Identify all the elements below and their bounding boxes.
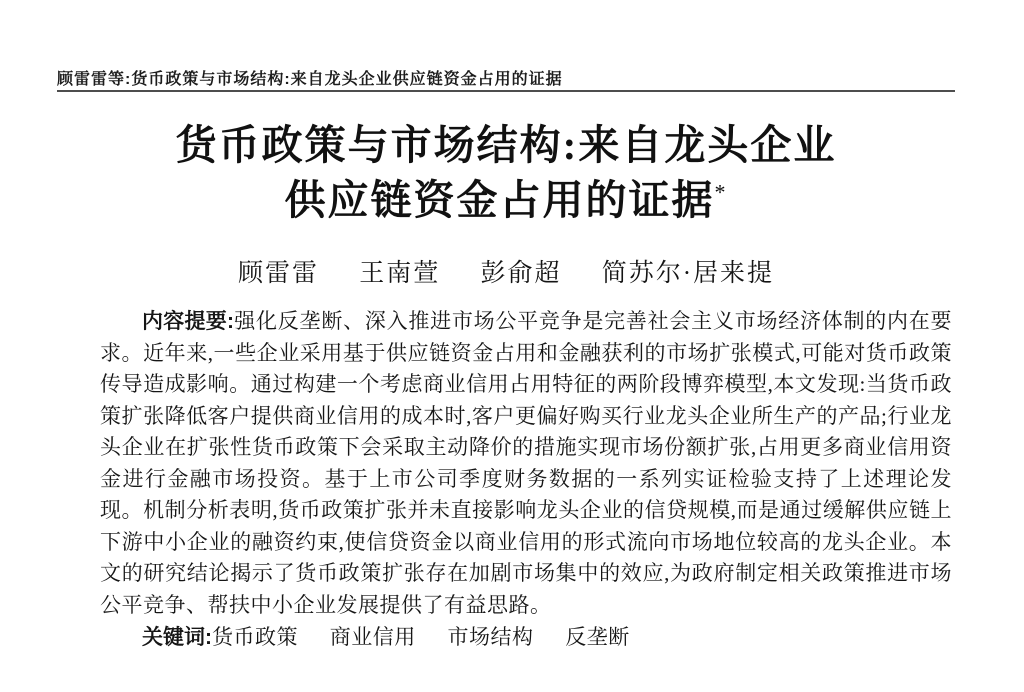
keyword-item: 市场结构: [447, 625, 534, 649]
title-line-2: 供应链资金占用的证据: [284, 177, 715, 223]
keyword-item: 反垄断: [565, 625, 630, 649]
title-footnote-marker: *: [714, 179, 728, 205]
authors-line: [57, 253, 955, 289]
abstract-text: 强化反垄断、深入推进市场公平竞争是完善社会主义市场经济体制的内在要求。近年来,一些企业采用基于供应链资金占用和金融获利的市场扩张模式,可能对货币政策传导造成影响。通过构建一个考虑商业信用占用特征的两阶段博弈模型,本文发现:当货币政策扩张降低客户提供商业信用的成本时,客户更偏好购买行业龙头企业所生产的产品;行业龙头企业在扩张性货币政策下会采取主动降价的措施实现市场份额扩张,占用更多商业信用资金进行金融市场投资。基于上市公司季度财务数据的一系列实证检验支持了上述理论发现。机制分析表明,货币政策扩张并未直接影响龙头企业的信贷规模,而是通过缓解供应链上下游中小企业的融资约束,使信贷资金以商业信用的形式流向市场地位较高的龙头企业。本文的研究结论揭示了货币政策扩张存在加剧市场集中的效应,为政府制定相关政策推进市场公平竞争、帮扶中小企业发展提供了有益思路。: [100, 309, 953, 617]
page-title: [57, 118, 955, 228]
author-name: 顾雷雷: [237, 260, 319, 287]
author-name: 王南萱: [359, 260, 441, 287]
abstract-label: 内容提要:: [142, 310, 235, 333]
abstract-paragraph: [100, 306, 952, 621]
keyword-item: 商业信用: [329, 625, 416, 649]
author-name: 彭俞超: [480, 260, 562, 287]
title-line-1: 货币政策与市场结构:来自龙头企业: [175, 122, 837, 168]
running-header: 顾雷雷等:货币政策与市场结构:来自龙头企业供应链资金占用的证据: [57, 71, 563, 88]
author-name: 简苏尔·居来提: [601, 260, 775, 287]
header-rule-divider: [57, 90, 955, 92]
keywords-line: [100, 622, 952, 654]
abstract-section: [100, 306, 952, 654]
keyword-item: 货币政策: [212, 625, 298, 649]
keywords-label: 关键词:: [142, 626, 212, 649]
